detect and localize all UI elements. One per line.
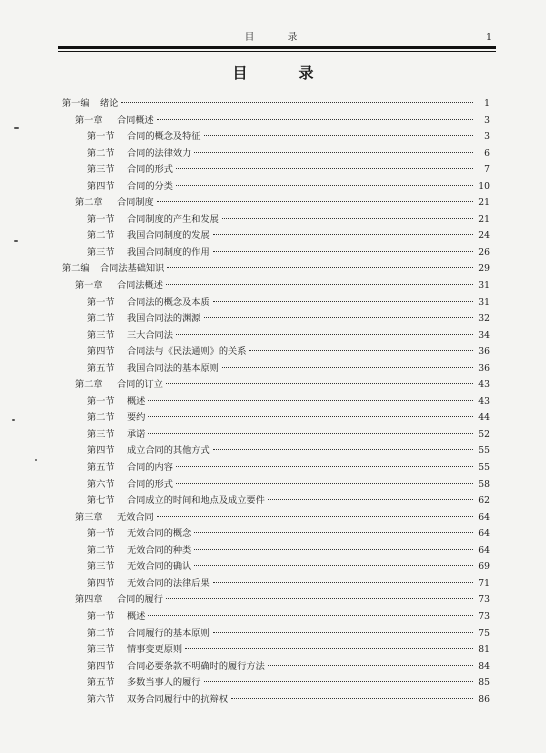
toc-entry-number: 第三节 [87, 329, 115, 341]
toc-entry-title: 合同制度的产生和发展 [127, 213, 219, 225]
toc-entry-page: 62 [478, 495, 490, 507]
toc-entry-title: 合同的法律效力 [127, 147, 192, 159]
table-of-contents [62, 95, 490, 707]
dot-leader [176, 168, 473, 169]
toc-entry-title: 合同制度 [117, 197, 154, 209]
dot-leader [231, 698, 473, 699]
toc-entry-section [62, 409, 490, 426]
dot-leader [148, 433, 473, 434]
toc-entry-title: 要约 [127, 412, 146, 424]
toc-entry-page: 86 [478, 693, 490, 705]
toc-entry-title: 无效合同的确认 [127, 561, 192, 573]
toc-entry-title: 合同的概念及特征 [127, 131, 201, 143]
toc-entry-number: 第二节 [87, 230, 115, 242]
toc-entry-number: 第二节 [87, 147, 115, 159]
running-header-title: 目 录 [244, 32, 310, 43]
toc-entry-page: 3 [484, 131, 490, 143]
toc-entry-title: 无效合同 [117, 511, 154, 523]
dot-leader [213, 632, 473, 633]
toc-entry-part [62, 95, 490, 112]
dot-leader [185, 648, 473, 649]
toc-entry-section [62, 426, 490, 443]
toc-entry-section [62, 360, 490, 377]
toc-entry-section [62, 558, 490, 575]
toc-entry-title: 无效合同的法律后果 [127, 577, 210, 589]
dot-leader [176, 334, 473, 335]
toc-entry-title: 无效合同的种类 [127, 544, 192, 556]
dot-leader [148, 416, 473, 417]
dot-leader [121, 102, 473, 103]
toc-entry-title: 合同法的概念及本质 [127, 296, 210, 308]
dot-leader [167, 267, 473, 268]
toc-entry-page: 10 [478, 180, 490, 192]
toc-entry-chapter [62, 277, 490, 294]
toc-entry-section [62, 227, 490, 244]
dot-leader [213, 582, 473, 583]
toc-entry-number: 第二节 [87, 544, 115, 556]
toc-entry-number: 第三节 [87, 644, 115, 656]
toc-entry-page: 31 [478, 296, 490, 308]
dot-leader [222, 218, 473, 219]
toc-entry-part [62, 260, 490, 277]
toc-entry-title: 多数当事人的履行 [127, 677, 201, 689]
toc-entry-page: 73 [478, 610, 490, 622]
scan-speck [35, 459, 37, 461]
toc-entry-number: 第三节 [87, 164, 115, 176]
running-header [60, 30, 494, 46]
toc-entry-title: 合同法与《民法通则》的关系 [127, 346, 247, 358]
toc-entry-number: 第四节 [87, 346, 115, 358]
dot-leader [166, 598, 473, 599]
toc-entry-section [62, 310, 490, 327]
toc-entry-section [62, 393, 490, 410]
toc-entry-title: 合同成立的时间和地点及成立要件 [127, 495, 265, 507]
dot-leader [249, 350, 473, 351]
toc-entry-page: 55 [478, 445, 490, 457]
toc-entry-page: 36 [478, 346, 490, 358]
dot-leader [204, 135, 474, 136]
dot-leader [268, 665, 473, 666]
toc-entry-title: 成立合同的其他方式 [127, 445, 210, 457]
scan-speck [12, 419, 15, 421]
toc-entry-page: 3 [484, 114, 490, 126]
toc-entry-page: 34 [478, 329, 490, 341]
toc-entry-page: 31 [478, 280, 490, 292]
toc-entry-page: 64 [478, 544, 490, 556]
toc-entry-title: 三大合同法 [127, 329, 173, 341]
toc-entry-section [62, 625, 490, 642]
toc-entry-number: 第四章 [75, 594, 103, 606]
toc-entry-section [62, 161, 490, 178]
dot-leader [157, 516, 473, 517]
toc-entry-title: 概述 [127, 610, 146, 622]
header-rule-thin [58, 51, 496, 52]
toc-title: 目 录 [232, 64, 332, 82]
toc-entry-number: 第一章 [75, 280, 103, 292]
dot-leader [176, 185, 473, 186]
toc-entry-page: 24 [478, 230, 490, 242]
toc-entry-page: 6 [484, 147, 490, 159]
dot-leader [194, 152, 473, 153]
toc-entry-page: 64 [478, 511, 490, 523]
toc-entry-section [62, 459, 490, 476]
dot-leader [148, 615, 473, 616]
toc-entry-section [62, 476, 490, 493]
toc-entry-number: 第五节 [87, 362, 115, 374]
dot-leader [268, 499, 473, 500]
toc-entry-page: 69 [478, 561, 490, 573]
dot-leader [204, 317, 474, 318]
toc-entry-title: 承诺 [127, 428, 146, 440]
toc-entry-section [62, 658, 490, 675]
header-rule-thick [58, 46, 496, 49]
toc-entry-number: 第七节 [87, 495, 115, 507]
toc-entry-title: 合同的形式 [127, 164, 173, 176]
toc-entry-number: 第一章 [75, 114, 103, 126]
toc-entry-page: 52 [478, 428, 490, 440]
toc-entry-title: 合同法基础知识 [100, 263, 165, 275]
toc-entry-title: 无效合同的概念 [127, 528, 192, 540]
dot-leader [194, 532, 473, 533]
toc-entry-section [62, 608, 490, 625]
toc-entry-number: 第六节 [87, 693, 115, 705]
toc-entry-page: 26 [478, 246, 490, 258]
toc-entry-section [62, 244, 490, 261]
dot-leader [194, 549, 473, 550]
toc-entry-section [62, 442, 490, 459]
toc-entry-number: 第一编 [62, 98, 90, 109]
toc-entry-section [62, 691, 490, 708]
toc-entry-section [62, 294, 490, 311]
running-header-page-number: 1 [485, 32, 492, 43]
toc-entry-page: 43 [478, 395, 490, 407]
toc-entry-title: 合同的分类 [127, 180, 173, 192]
toc-entry-number: 第二编 [62, 263, 90, 275]
toc-entry-title: 双务合同履行中的抗辩权 [127, 693, 229, 705]
toc-entry-title: 我国合同制度的作用 [127, 246, 210, 258]
toc-entry-chapter [62, 591, 490, 608]
toc-entry-section [62, 641, 490, 658]
toc-entry-title: 绪论 [100, 98, 119, 109]
toc-entry-number: 第一节 [87, 296, 115, 308]
toc-entry-title: 我国合同制度的发展 [127, 230, 210, 242]
toc-entry-number: 第二节 [87, 313, 115, 325]
toc-entry-title: 合同概述 [117, 114, 154, 126]
toc-entry-title: 概述 [127, 395, 146, 407]
toc-entry-page: 32 [478, 313, 490, 325]
toc-entry-number: 第四节 [87, 577, 115, 589]
toc-entry-number: 第二节 [87, 627, 115, 639]
toc-entry-number: 第二章 [75, 197, 103, 209]
dot-leader [213, 234, 473, 235]
dot-leader [194, 565, 473, 566]
toc-entry-title: 合同的形式 [127, 478, 173, 490]
toc-entry-page: 7 [484, 164, 490, 176]
toc-entry-number: 第二节 [87, 412, 115, 424]
toc-entry-number: 第三节 [87, 561, 115, 573]
toc-entry-section [62, 128, 490, 145]
dot-leader [166, 284, 473, 285]
toc-entry-number: 第三节 [87, 246, 115, 258]
toc-entry-section [62, 327, 490, 344]
toc-entry-section [62, 575, 490, 592]
scan-speck [14, 240, 18, 242]
toc-entry-title: 我国合同法的渊源 [127, 313, 201, 325]
dot-leader [157, 119, 473, 120]
toc-entry-section [62, 674, 490, 691]
toc-entry-title: 合同必要条款不明确时的履行方法 [127, 660, 265, 672]
toc-entry-page: 75 [478, 627, 490, 639]
dot-leader [213, 251, 473, 252]
toc-entry-number: 第一节 [87, 213, 115, 225]
toc-entry-title: 合同履行的基本原则 [127, 627, 210, 639]
scan-speck [14, 127, 19, 129]
toc-entry-number: 第四节 [87, 180, 115, 192]
toc-entry-page: 21 [478, 213, 490, 225]
dot-leader [148, 400, 473, 401]
toc-entry-title: 合同的内容 [127, 462, 173, 474]
toc-entry-section [62, 525, 490, 542]
dot-leader [213, 301, 473, 302]
dot-leader [176, 466, 473, 467]
toc-entry-number: 第四节 [87, 445, 115, 457]
toc-entry-page: 1 [484, 98, 490, 109]
toc-entry-number: 第一节 [87, 131, 115, 143]
toc-entry-page: 81 [478, 644, 490, 656]
toc-entry-page: 85 [478, 677, 490, 689]
toc-entry-number: 第三节 [87, 428, 115, 440]
dot-leader [176, 483, 473, 484]
toc-entry-page: 73 [478, 594, 490, 606]
toc-entry-section [62, 492, 490, 509]
dot-leader [157, 201, 473, 202]
toc-entry-page: 29 [478, 263, 490, 275]
toc-entry-chapter [62, 376, 490, 393]
dot-leader [166, 383, 473, 384]
toc-entry-number: 第一节 [87, 610, 115, 622]
toc-entry-number: 第三章 [75, 511, 103, 523]
toc-entry-page: 43 [478, 379, 490, 391]
toc-entry-section [62, 145, 490, 162]
toc-entry-number: 第五节 [87, 677, 115, 689]
toc-entry-number: 第一节 [87, 528, 115, 540]
toc-entry-section [62, 343, 490, 360]
toc-entry-page: 55 [478, 462, 490, 474]
toc-entry-title: 合同法概述 [117, 280, 163, 292]
toc-entry-page: 71 [478, 577, 490, 589]
dot-leader [222, 367, 473, 368]
toc-entry-page: 44 [478, 412, 490, 424]
toc-entry-page: 21 [478, 197, 490, 209]
toc-entry-page: 36 [478, 362, 490, 374]
dot-leader [213, 449, 473, 450]
toc-entry-section [62, 211, 490, 228]
dot-leader [204, 681, 474, 682]
toc-entry-number: 第一节 [87, 395, 115, 407]
toc-entry-section [62, 542, 490, 559]
toc-entry-chapter [62, 194, 490, 211]
toc-entry-page: 84 [478, 660, 490, 672]
toc-entry-chapter [62, 112, 490, 129]
toc-entry-number: 第二章 [75, 379, 103, 391]
toc-entry-title: 情事变更原则 [127, 644, 183, 656]
toc-entry-number: 第五节 [87, 462, 115, 474]
toc-entry-page: 64 [478, 528, 490, 540]
toc-entry-chapter [62, 509, 490, 526]
toc-entry-title: 合同的履行 [117, 594, 163, 606]
toc-entry-title: 我国合同法的基本原则 [127, 362, 219, 374]
toc-entry-page: 58 [478, 478, 490, 490]
toc-entry-number: 第四节 [87, 660, 115, 672]
toc-entry-number: 第六节 [87, 478, 115, 490]
toc-entry-title: 合同的订立 [117, 379, 163, 391]
toc-entry-section [62, 178, 490, 195]
